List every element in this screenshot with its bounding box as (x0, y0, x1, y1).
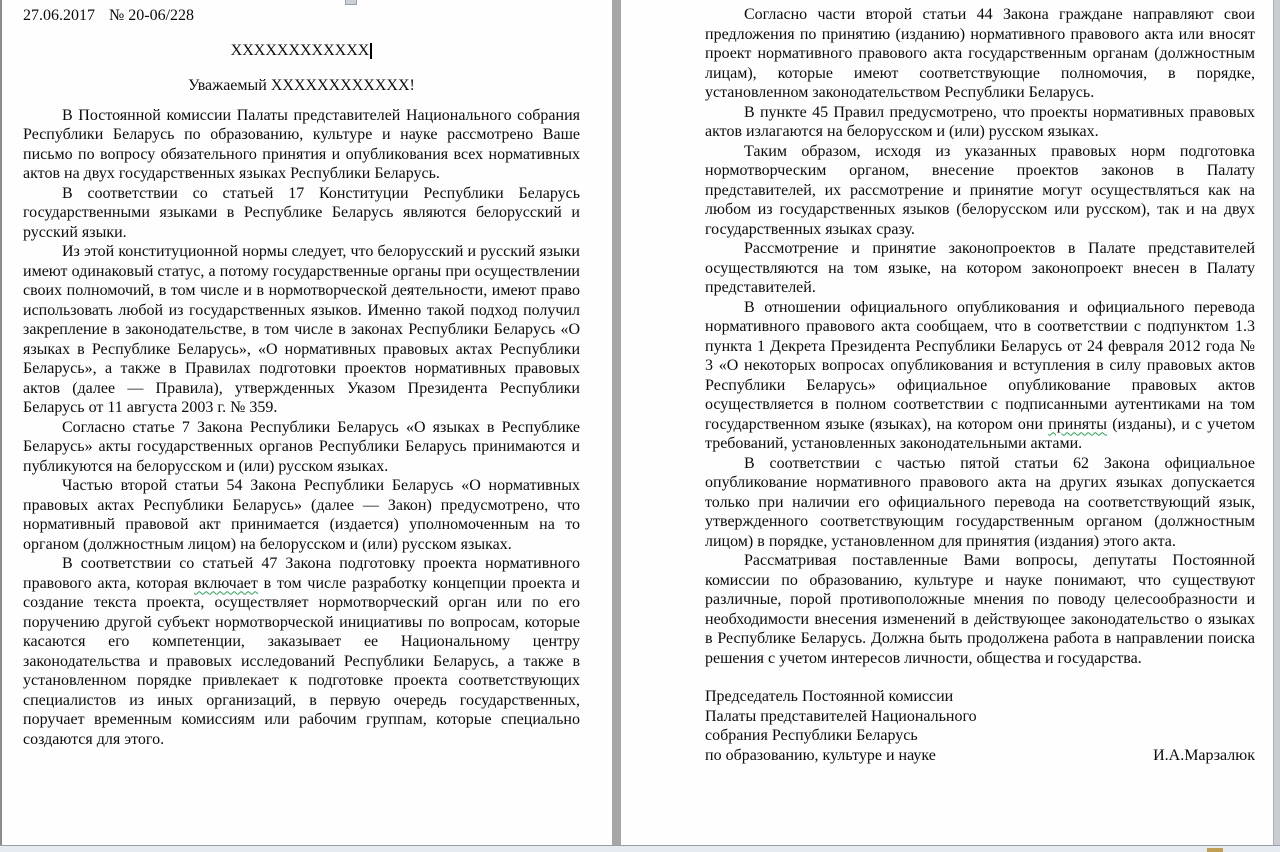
signature-title-line: собрания Республики Беларусь (705, 727, 918, 744)
document-page-2[interactable] (621, 0, 1273, 845)
body-paragraph[interactable] (23, 554, 580, 749)
paragraph-text: (изданы), и с учетом требований, установленных законодательными актами. (705, 415, 1256, 452)
paragraph-text: В соответствии со статьей 47 Закона подготовку проекта нормативного правового акта, которая (23, 555, 580, 592)
signature-block[interactable] (705, 687, 1255, 765)
scrollbar-thumb[interactable] (1207, 848, 1223, 852)
body-paragraph[interactable]: Частью второй статьи 54 Закона Республики Беларусь «О нормативных правовых актах Республики Беларусь» (далее — Закон) предусмотрено, что нормативный правовой акт принимается (издается) уполномоченным на то органом (должностным лицом) на белорусском и (или) русском языках. (23, 477, 580, 553)
salutation[interactable]: Уважаемый ХХХХХХХХХХХХ! (188, 77, 415, 94)
vertical-scrollbar[interactable] (1273, 0, 1280, 845)
body-paragraph[interactable]: Согласно части второй статьи 44 Закона граждане направляют свои предложения по принятию (изданию) нормативного правового акта или вносят проект нормативного правового акта государственным органам (должностным лицам), которые имеют соответствующие полномочия, в порядке, установленном законодательством Республики Беларусь. (705, 6, 1255, 101)
signature-title-line: Палаты представителей Национального (705, 707, 977, 725)
reference-number: № 20-06/228 (109, 7, 195, 24)
grammar-flagged-word[interactable]: включает (194, 574, 258, 592)
signer-name: И.А.Марзалюк (1153, 746, 1255, 764)
body-paragraph[interactable]: Согласно статье 7 Закона Республики Беларусь «О языках в Республике Беларусь» акты государственных органов Республики Беларусь принимаются и публикуются на белорусском и (или) русском языках. (23, 418, 580, 475)
body-paragraph[interactable]: В пункте 45 Правил предусмотрено, что проекты нормативных правовых актов излагаются на белорусском и (или) русском языках. (705, 103, 1255, 140)
body-paragraph[interactable]: В соответствии со статьей 17 Конституции Республики Беларусь государственными языками в Республике Беларусь являются белорусский и русский языки. (23, 184, 580, 241)
body-paragraph[interactable]: Рассматривая поставленные Вами вопросы, депутаты Постоянной комиссии по образованию, культуре и науке понимают, что существуют различные, порой противоположные мнения по поводу целесообразности и необходимости внесения изменений в действующее законодательство о языках в Республике Беларусь. Должна быть продолжена работа в направлении поиска решения с учетом интересов личности, общества и государства. (705, 552, 1255, 667)
body-paragraph[interactable]: Таким образом, исходя из указанных правовых норм подготовка нормотворческим органом, внесение проектов законов в Палату представителей, их рассмотрение и принятие могут осуществляться как на любом из государственных языков (белорусском или русском), так и на двух государственных языках сразу. (705, 142, 1255, 238)
document-page-1[interactable] (0, 0, 612, 845)
reference-date: 27.06.2017 (23, 7, 95, 24)
paragraph-text: в том числе разработку концепции проекта и создание текста проекта, осуществляет нормотворческий орган или по его поручению другой субъект нормотворческой инициативы по вопросам, которые касаются его компетенции, заказывает ее Национальному центру законодательства и правовых исследований Республики Беларусь, а также в установленном порядке привлекает к подготовке проекта соответствующих специалистов из иных организаций, в первую очередь государственных, поручает временным комиссиям или рабочим группам, которые специально создаются для этого. (23, 574, 580, 748)
recipient-placeholder: ХХХХХХХХХХХХ (230, 41, 370, 59)
body-paragraph[interactable] (705, 298, 1255, 454)
reference-line[interactable] (23, 6, 580, 26)
horizontal-scrollbar[interactable] (0, 845, 1280, 852)
body-paragraph[interactable]: Рассмотрение и принятие законопроектов в Палате представителей осуществляются на том языке, на котором законопроект внесен в Палату представителей. (705, 240, 1255, 296)
body-paragraph[interactable]: Из этой конституционной нормы следует, что белорусский и русский языки имеют одинаковый статус, а потому государственные органы при осуществлении своих полномочий, в том числе и в нормотворческой деятельности, имеют право использовать любой из государственных языков. Именно такой подход получил закрепление в законодательстве, в том числе в законах Республики Беларусь «О языках в Республике Беларусь», «О нормативных правовых актах Республики Беларусь», а также в Правилах подготовки проектов нормативных правовых актов (далее — Правила), утвержденных Указом Президента Республики Беларусь от 11 августа 2003 г. № 359. (23, 243, 580, 416)
body-paragraph[interactable]: В соответствии с частью пятой статьи 62 Закона официальное опубликование нормативного правового акта на других языках допускается только при наличии его официального перевода на соответствующий язык, утвержденного соответствующим государственным органом (должностным лицом) в порядке, установленном для принятия (издания) этого акта. (705, 454, 1255, 550)
page-gap (612, 0, 621, 845)
body-paragraph[interactable]: В Постоянной комиссии Палаты представителей Национального собрания Республики Беларусь по образованию, культуре и науке рассмотрено Ваше письмо по вопросу обязательного принятия и опубликования всех нормативных актов на двух государственных языках Республики Беларусь. (23, 106, 580, 182)
signature-title-line: по образованию, культуре и науке (705, 746, 936, 764)
paragraph-text: В отношении официального опубликования и официального перевода нормативного правового акта сообщаем, что в соответствии с подпунктом 1.3 пункта 1 Декрета Президента Республики Беларусь от 24 февраля 2012 года № 3 «О некоторых вопросах опубликования и вступления в силу правовых актов Республики Беларусь» официальное опубликование правовых актов осуществляется в полном соответствии с подписанными аутентиками на том государственном языке (языках), на котором они (705, 298, 1255, 433)
text-cursor (370, 43, 372, 59)
page-left-edge (0, 0, 2, 845)
grammar-flagged-word[interactable]: приняты (1048, 415, 1108, 433)
signature-title-line: Председатель Постоянной комиссии (705, 688, 954, 705)
signature-title (705, 687, 977, 765)
recipient-placeholder-line[interactable] (23, 41, 580, 61)
top-ui-artifact (345, 0, 357, 5)
